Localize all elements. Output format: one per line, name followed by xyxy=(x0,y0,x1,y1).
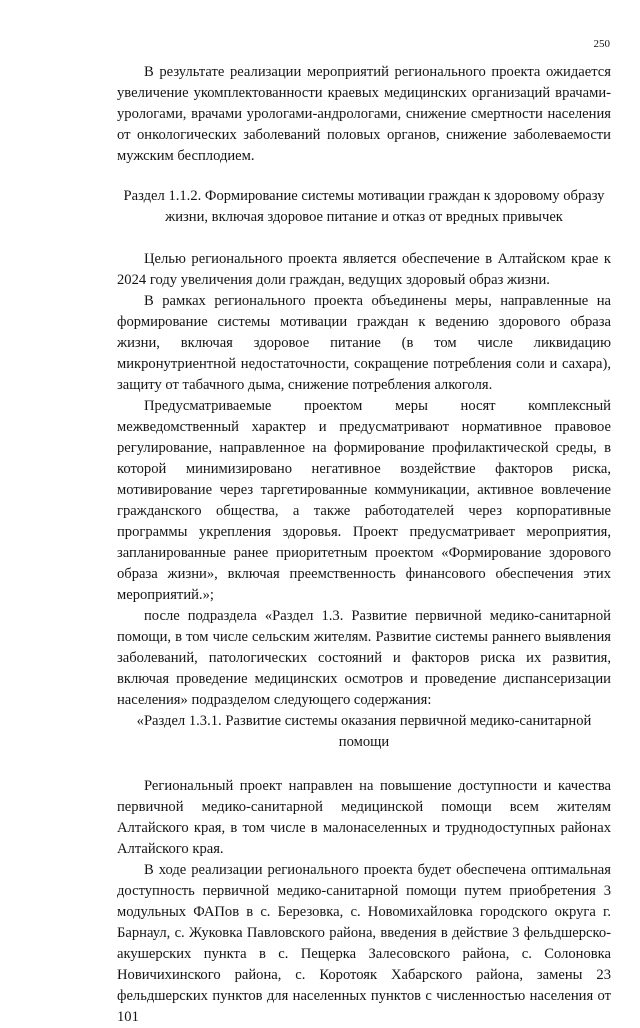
paragraph-project-implementation: В ходе реализации регионального проекта будет обеспечена оптимальная доступность первичной медико-санитарной помощи путем приобретения 3 модульных ФАПов в с. Березовка, с. Новомихайловка городского округа г. Барнаул, с. Жуковка Павловского района, введения в действие 3 фельдшерско-акушерских пункта в с. Пещерка Залесовского района, с. Солоновка Новичихинского района, с. Коротояк Хабарского района, замены 23 фельдшерских пунктов для населенных пунктов с численностью населения от 101 xyxy=(117,862,611,1025)
paragraph-project-direction: Региональный проект направлен на повышение доступности и качества первичной медико-санитарной медицинской помощи всем жителям Алтайского края, в том числе в малонаселенных и труднодоступных районах Алтайского края. xyxy=(117,778,611,857)
page-number: 250 xyxy=(593,38,610,50)
section-heading-1-3-1: «Раздел 1.3.1. Развитие системы оказания первичной медико-санитарной помощи xyxy=(136,713,592,750)
paragraph-motivation-measures: В рамках регионального проекта объединены меры, направленные на формирование системы мотивации граждан к ведению здорового образа жизни, включая здоровое питание (в том числе ликвидацию микронутриентной недостаточности, сокращение потребления соли и сахара), защиту от табачного дыма, снижение потребления алкоголя. xyxy=(117,293,611,393)
paragraph-after-subsection: после подраздела «Раздел 1.3. Развитие первичной медико-санитарной помощи, в том числе сельским жителям. Развитие системы раннего выявления заболеваний, патологических состояний и факторов риска их развития, включая проведение медицинских осмотров и проведение диспансеризации населения» подразделом следующего содержания: xyxy=(117,608,611,708)
paragraph-expected-results: В результате реализации мероприятий регионального проекта ожидается увеличение укомплектованности краевых медицинских организаций врачами-урологами, врачами урологами-андрологами, снижение смертности населения от онкологических заболеваний половых органов, снижение заболеваемости мужским бесплодием. xyxy=(117,64,611,164)
paragraph-complex-measures: Предусматриваемые проектом меры носят комплексный межведомственный характер и предусматривают нормативное правовое регулирование, направленное на формирование профилактической среды, в которой минимизировано негативное воздействие факторов риска, мотивирование через таргетированные коммуникации, активное вовлечение гражданского общества, а также работодателей через корпоративные программы укрепления здоровья. Проект предусматривает мероприятия, запланированные ранее приоритетным проектом «Формирование здорового образа жизни», включая преемственность финансового обеспечения этих мероприятий.»; xyxy=(117,398,611,603)
paragraph-project-goal: Целью регионального проекта является обеспечение в Алтайском крае к 2024 году увеличения доли граждан, ведущих здоровый образ жизни. xyxy=(117,251,611,288)
section-heading-1-1-2: Раздел 1.1.2. Формирование системы мотивации граждан к здоровому образу жизни, включая здоровое питание и отказ от вредных привычек xyxy=(123,188,605,225)
page-body xyxy=(117,62,611,1028)
